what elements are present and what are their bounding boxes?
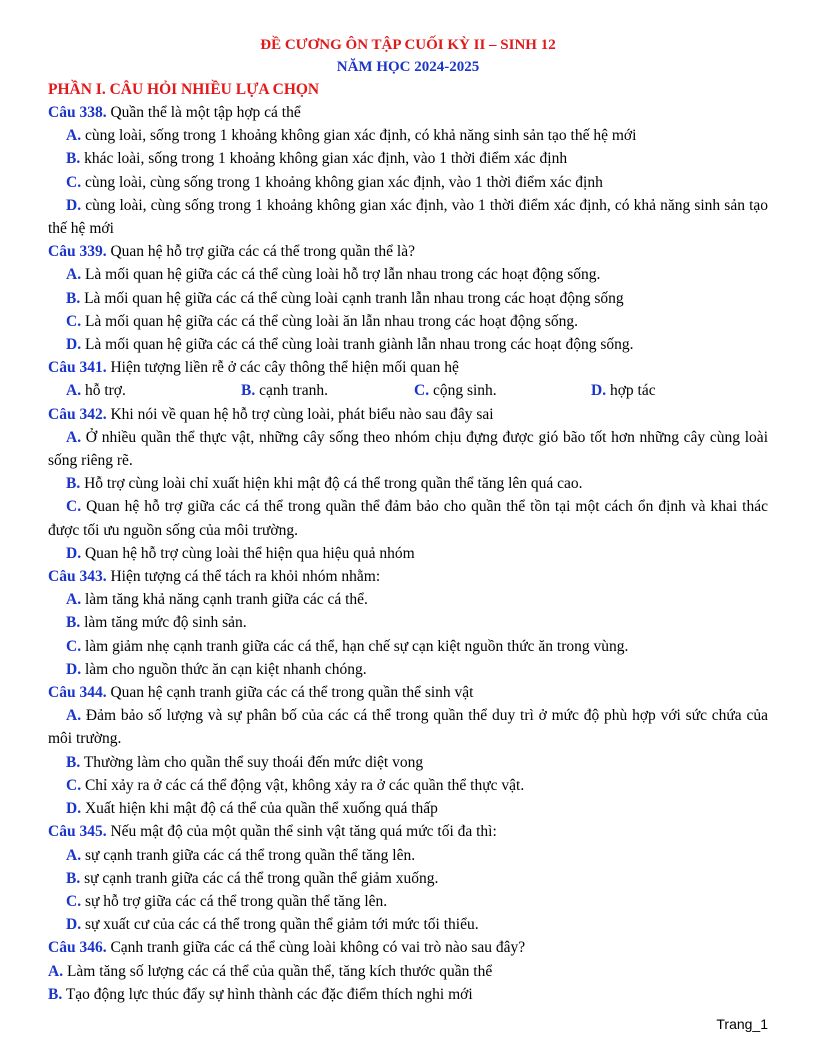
option-d: D. Quan hệ hỗ trợ cùng loài thể hiện qua hiệu quả nhóm	[66, 544, 415, 562]
question-341	[48, 356, 768, 379]
option-d: D. Là mối quan hệ giữa các cá thể cùng loài tranh giành lẫn nhau trong các hoạt động sống.	[66, 336, 634, 354]
option-d: D. hợp tác	[591, 382, 656, 400]
option-b: B. làm tăng mức độ sinh sản.	[66, 614, 247, 632]
page-number: Trang_1	[716, 1016, 768, 1032]
question-label: Câu 345.	[48, 823, 107, 841]
option-a: A. Là mối quan hệ giữa các cá thể cùng loài hỗ trợ lẫn nhau trong các hoạt động sống.	[66, 266, 601, 284]
question-339	[48, 240, 768, 263]
question-label: Câu 346.	[48, 939, 107, 957]
question-346	[48, 936, 768, 959]
option-b: B. Là mối quan hệ giữa các cá thể cùng loài cạnh tranh lẫn nhau trong các hoạt động sống	[66, 289, 624, 307]
option-b: B. Hỗ trợ cùng loài chỉ xuất hiện khi mật độ cá thể trong quần thể tăng lên quá cao.	[66, 475, 583, 493]
school-year: NĂM HỌC 2024-2025	[336, 59, 480, 75]
section-heading: PHẦN I. CÂU HỎI NHIỀU LỰA CHỌN	[48, 81, 320, 98]
question-label: Câu 343.	[48, 568, 107, 586]
option-a: A. Ở nhiều quần thể thực vật, những cây sống theo nhóm chịu đựng được gió bão tốt hơn những cây cùng loài sống riêng rẽ.	[48, 428, 768, 470]
option-b: B. Thường làm cho quần thể suy thoái đến mức diệt vong	[66, 753, 424, 771]
option-c: C. làm giảm nhẹ cạnh tranh giữa các cá thể, hạn chế sự cạn kiệt nguồn thức ăn trong vùng.	[66, 637, 629, 655]
question-345	[48, 820, 768, 843]
question-label: Câu 341.	[48, 359, 107, 377]
question-label: Câu 344.	[48, 684, 107, 702]
question-text: Cạnh tranh giữa các cá thể cùng loài không có vai trò nào sau đây?	[106, 939, 526, 957]
option-b: B. Tạo động lực thúc đẩy sự hình thành các đặc điểm thích nghi mới	[48, 985, 473, 1003]
question-text: Khi nói về quan hệ hỗ trợ cùng loài, phát biểu nào sau đây sai	[106, 405, 494, 423]
option-a: A. làm tăng khả năng cạnh tranh giữa các cá thể.	[66, 591, 368, 609]
question-344	[48, 681, 768, 704]
question-label: Câu 342.	[48, 405, 107, 423]
option-b: B. khác loài, sống trong 1 khoảng không gian xác định, vào 1 thời điểm xác định	[66, 150, 568, 168]
option-a: A. Làm tăng số lượng các cá thể của quần thể, tăng kích thước quần thể	[48, 962, 493, 980]
question-text: Quan hệ cạnh tranh giữa các cá thể trong quần thể sinh vật	[106, 684, 474, 702]
question-text: Nếu mật độ của một quần thể sinh vật tăng quá mức tối đa thì:	[106, 823, 497, 841]
question-text: Hiện tượng liền rễ ở các cây thông thể hiện mối quan hệ	[106, 359, 459, 377]
option-d: D. cùng loài, cùng sống trong 1 khoảng không gian xác định, vào 1 thời điểm xác định, có khả năng sinh sản tạo thế hệ mới	[48, 196, 768, 238]
option-a: A. hỗ trợ.	[66, 382, 126, 400]
question-342	[48, 403, 768, 426]
option-a: A. sự cạnh tranh giữa các cá thể trong quần thể tăng lên.	[66, 846, 416, 864]
document-title: ĐỀ CƯƠNG ÔN TẬP CUỐI KỲ II – SINH 12	[260, 37, 556, 53]
option-c: C. cùng loài, cùng sống trong 1 khoảng không gian xác định, vào 1 thời điểm xác định	[66, 173, 603, 191]
option-c: C. Là mối quan hệ giữa các cá thể cùng loài ăn lẫn nhau trong các hoạt động sống.	[66, 312, 578, 330]
option-a: A. cùng loài, sống trong 1 khoảng không gian xác định, có khả năng sinh sản tạo thế hệ mới	[66, 127, 637, 145]
option-d: D. Xuất hiện khi mật độ cá thể của quần thể xuống quá thấp	[66, 800, 438, 818]
question-text: Quan hệ hỗ trợ giữa các cá thể trong quần thể là?	[106, 243, 415, 261]
option-a: A. Đảm bảo số lượng và sự phân bố của các cá thể trong quần thể duy trì ở mức độ phù hợp với sức chứa của môi trường.	[48, 707, 768, 748]
question-label: Câu 338.	[48, 104, 107, 121]
option-c: C. Quan hệ hỗ trợ giữa các cá thể trong quần thể đảm bảo cho quần thể tồn tại một cách ổn định và khai thác được tối ưu nguồn sống của môi trường.	[48, 498, 768, 539]
question-text: Quần thể là một tập hợp cá thể	[106, 104, 301, 121]
option-b: B. sự cạnh tranh giữa các cá thể trong quần thể giảm xuống.	[66, 869, 439, 887]
option-d: D. sự xuất cư của các cá thể trong quần thể giảm tới mức tối thiểu.	[66, 916, 479, 934]
options-row	[48, 379, 768, 402]
option-c: C. cộng sinh.	[414, 382, 497, 400]
option-d: D. làm cho nguồn thức ăn cạn kiệt nhanh chóng.	[66, 660, 367, 678]
option-c: C. sự hỗ trợ giữa các cá thể trong quần thể tăng lên.	[66, 892, 388, 910]
question-text: Hiện tượng cá thể tách ra khỏi nhóm nhằm:	[106, 568, 381, 586]
question-343	[48, 565, 768, 588]
option-c: C. Chỉ xảy ra ở các cá thể động vật, không xảy ra ở các quần thể thực vật.	[66, 776, 525, 794]
question-338	[48, 101, 768, 124]
option-b: B. cạnh tranh.	[241, 382, 328, 400]
document-page	[48, 34, 768, 1006]
question-label: Câu 339.	[48, 243, 107, 261]
